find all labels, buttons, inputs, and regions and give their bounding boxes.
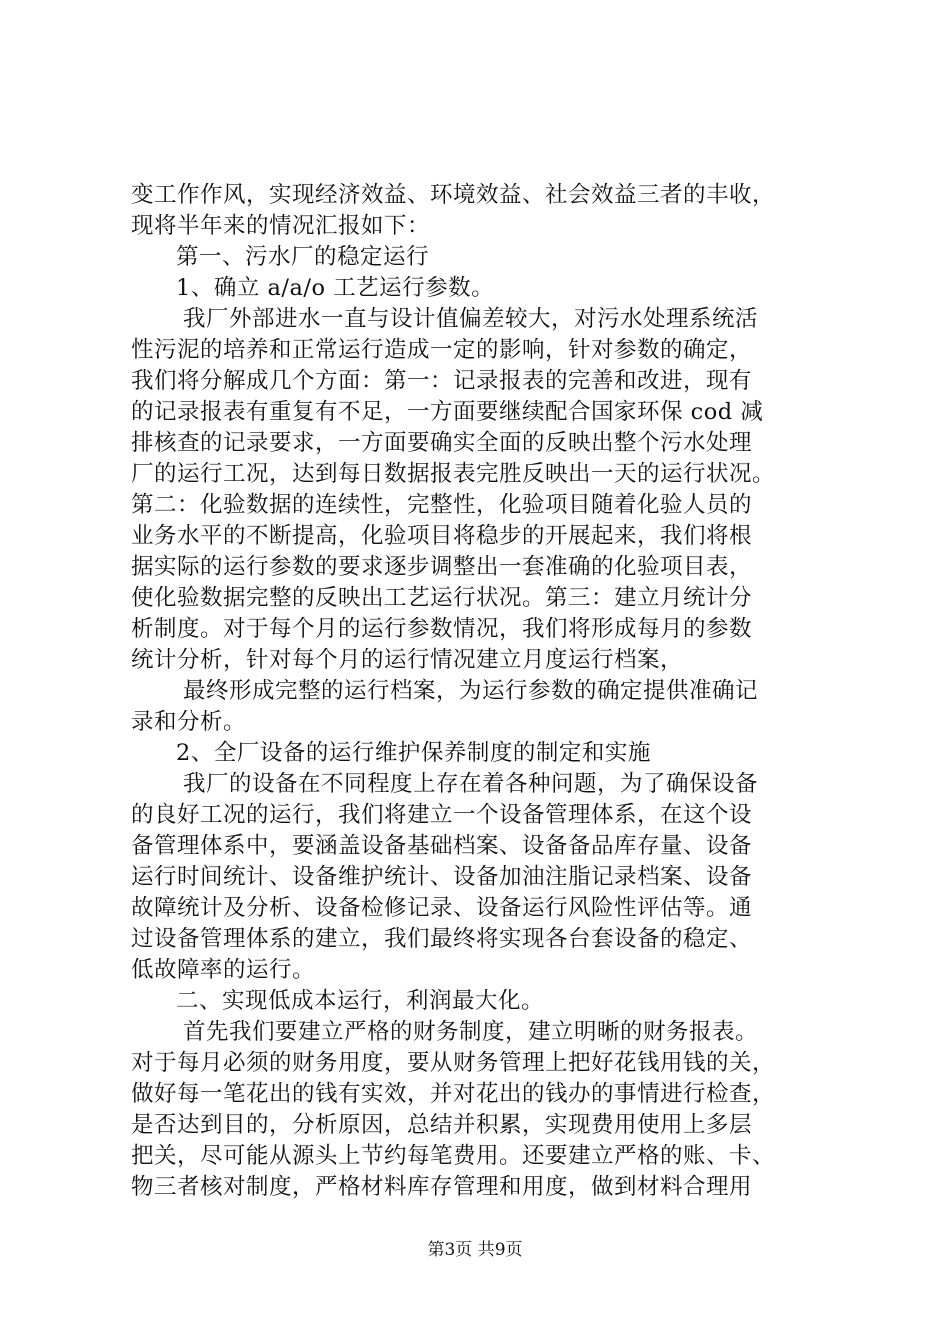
text-line: 二、实现低成本运行，利润最大化。: [176, 988, 545, 1014]
text-line: 是否达到目的，分析原因，总结并积累，实现费用使用上多层: [131, 1112, 753, 1138]
text-line: 录和分析。: [131, 709, 247, 735]
text-line: 最终形成完整的运行档案，为运行参数的确定提供准确记: [183, 678, 759, 704]
text-line: 使化验数据完整的反映出工艺运行状况。第三：建立月统计分: [131, 585, 753, 611]
text-line: 我们将分解成几个方面：第一：记录报表的完善和改进，现有: [131, 368, 753, 394]
text-line: 排核查的记录要求，一方面要确实全面的反映出整个污水处理: [131, 430, 753, 456]
text-line: 性污泥的培养和正常运行造成一定的影响，针对参数的确定，: [131, 337, 753, 363]
text-line: 备管理体系中，要涵盖设备基础档案、设备备品库存量、设备: [131, 833, 753, 859]
text-line: 我厂外部进水一直与设计值偏差较大，对污水处理系统活: [183, 306, 759, 332]
text-line: 故障统计及分析、设备检修记录、设备运行风险性评估等。通: [131, 895, 753, 921]
text-line: 据实际的运行参数的要求逐步调整出一套准确的化验项目表，: [131, 554, 753, 580]
text-line: 变工作作风，实现经济效益、环境效益、社会效益三者的丰收，: [131, 182, 776, 208]
page-footer: 第3页 共9页: [427, 1240, 523, 1260]
text-line: 厂的运行工况，达到每日数据报表完胜反映出一天的运行状况。: [131, 461, 776, 487]
text-line: 把关，尽可能从源头上节约每笔费用。还要建立严格的账、卡、: [131, 1143, 776, 1169]
text-line: 1、确立 a/a/o 工艺运行参数。: [176, 275, 495, 301]
text-line: 2、全厂设备的运行维护保养制度的制定和实施: [176, 740, 651, 766]
text-line: 过设备管理体系的建立，我们最终将实现各台套设备的稳定、: [131, 926, 753, 952]
text-line: 低故障率的运行。: [131, 957, 316, 983]
text-line: 运行时间统计、设备维护统计、设备加油注脂记录档案、设备: [131, 864, 753, 890]
text-line: 做好每一笔花出的钱有实效，并对花出的钱办的事情进行检查，: [131, 1081, 776, 1107]
text-line: 物三者核对制度，严格材料库存管理和用度，做到材料合理用: [131, 1174, 753, 1200]
text-line: 业务水平的不断提高，化验项目将稳步的开展起来，我们将根: [131, 523, 753, 549]
text-line: 第二：化验数据的连续性，完整性，化验项目随着化验人员的: [131, 492, 753, 518]
text-line: 的良好工况的运行，我们将建立一个设备管理体系，在这个设: [131, 802, 753, 828]
text-line: 析制度。对于每个月的运行参数情况，我们将形成每月的参数: [131, 616, 753, 642]
text-line: 首先我们要建立严格的财务制度，建立明晰的财务报表。: [183, 1019, 759, 1045]
text-line: 我厂的设备在不同程度上存在着各种问题，为了确保设备: [183, 771, 759, 797]
text-line: 现将半年来的情况汇报如下：: [131, 213, 431, 239]
document-body: [131, 180, 843, 1203]
text-line: 统计分析，针对每个月的运行情况建立月度运行档案，: [131, 647, 684, 673]
text-line: 第一、污水厂的稳定运行: [176, 244, 430, 270]
text-line: 的记录报表有重复有不足，一方面要继续配合国家环保 cod 减: [131, 399, 764, 425]
text-line: 对于每月必须的财务用度，要从财务管理上把好花钱用钱的关，: [131, 1050, 776, 1076]
